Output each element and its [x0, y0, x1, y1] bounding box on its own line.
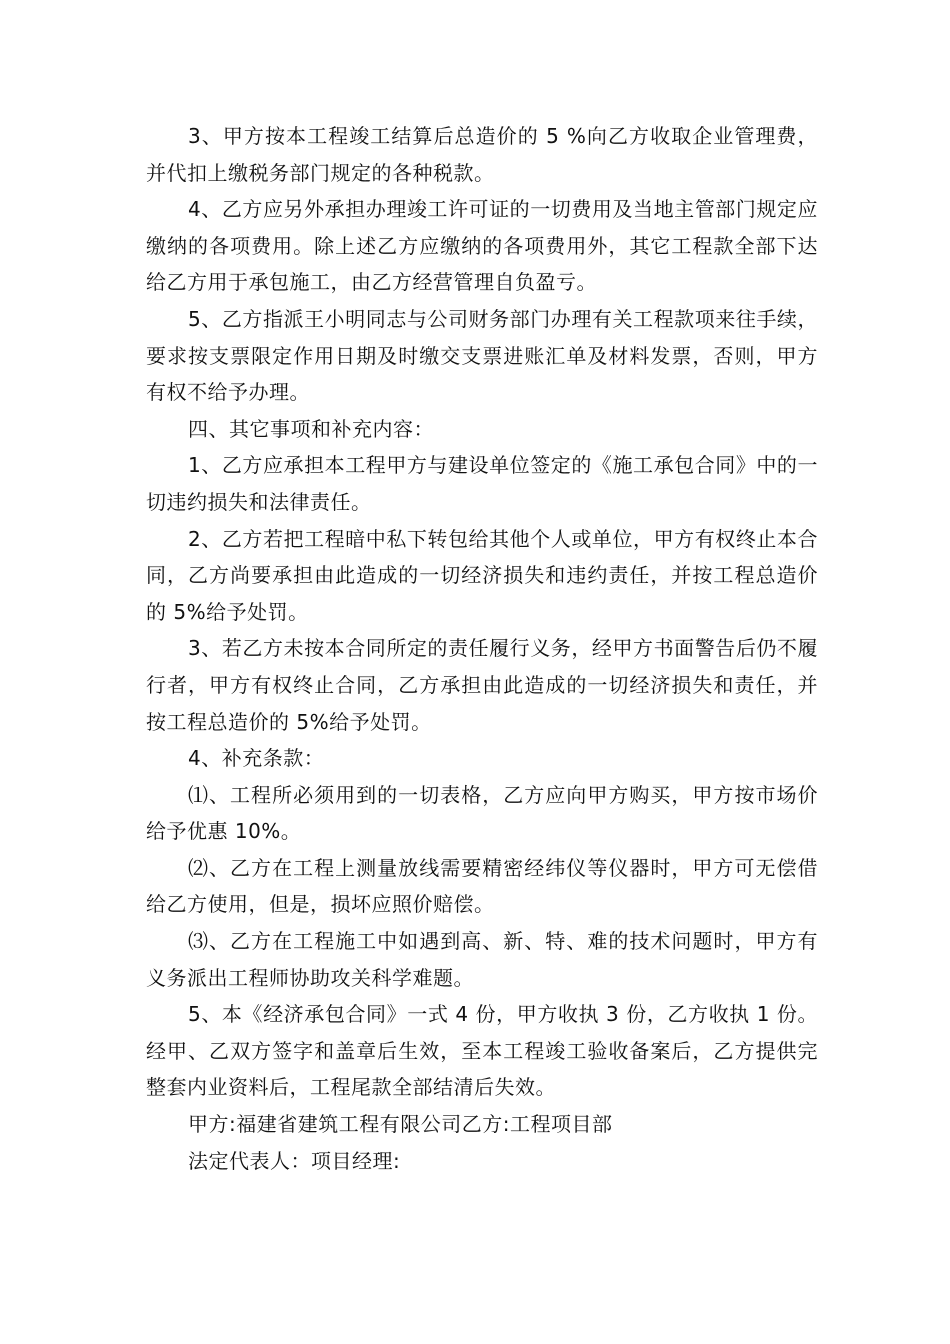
signature-representatives-line: 法定代表人：项目经理: — [188, 1148, 401, 1173]
clause-3-management-fee: 3、甲方按本工程竣工结算后总造价的 5 %向乙方收取企业管理费，并代扣上缴税务部门规定的各种税款。 — [146, 124, 818, 185]
supplementary-item-2-instruments: ⑵、乙方在工程上测量放线需要精密经纬仪等仪器时，甲方可无偿借给乙方使用，但是，损坏应照价赔偿。 — [146, 855, 818, 917]
clause-5-finance-procedures: 5、乙方指派王小明同志与公司财务部门办理有关工程款项来往手续，要求按支票限定作用日期及时缴交支票进账汇单及材料发票，否则，甲方有权不给予办理。 — [146, 306, 818, 405]
supplementary-item-1-forms: ⑴、工程所必须用到的一切表格，乙方应向甲方购买，甲方按市场价给予优惠 10%。 — [146, 782, 818, 844]
section-heading-other-matters: 四、其它事项和补充内容： — [188, 416, 434, 441]
other-clause-5-copies-validity: 5、本《经济承包合同》一式 4 份，甲方收执 3 份，乙方收执 1 份。经甲、乙双方签字和盖章后生效，至本工程竣工验收备案后，乙方提供完整套内业资料后，工程尾款全部结清后失效。 — [146, 1002, 818, 1100]
other-clause-1-liability: 1、乙方应承担本工程甲方与建设单位签定的《施工承包合同》中的一切违约损失和法律责任。 — [146, 453, 818, 514]
document-page — [146, 118, 818, 1179]
supplementary-item-3-technical: ⑶、乙方在工程施工中如遇到高、新、特、难的技术问题时，甲方有义务派出工程师协助攻关科学难题。 — [146, 929, 818, 990]
other-clause-3-breach: 3、若乙方未按本合同所定的责任履行义务，经甲方书面警告后仍不履行者，甲方有权终止合同，乙方承担由此造成的一切经济损失和责任，并按工程总造价的 5%给予处罚。 — [146, 636, 818, 734]
signature-parties-line: 甲方:福建省建筑工程有限公司乙方:工程项目部 — [188, 1112, 613, 1137]
other-clause-2-subcontracting: 2、乙方若把工程暗中私下转包给其他个人或单位，甲方有权终止本合同，乙方尚要承担由此造成的一切经济损失和违约责任，并按工程总造价的 5%给予处罚。 — [146, 526, 818, 624]
clause-4-completion-fees: 4、乙方应另外承担办理竣工许可证的一切费用及当地主管部门规定应缴纳的各项费用。除上述乙方应缴纳的各项费用外，其它工程款全部下达给乙方用于承包施工，由乙方经营管理自负盈亏。 — [146, 197, 818, 295]
other-clause-4-supplementary: 4、补充条款： — [188, 746, 325, 771]
